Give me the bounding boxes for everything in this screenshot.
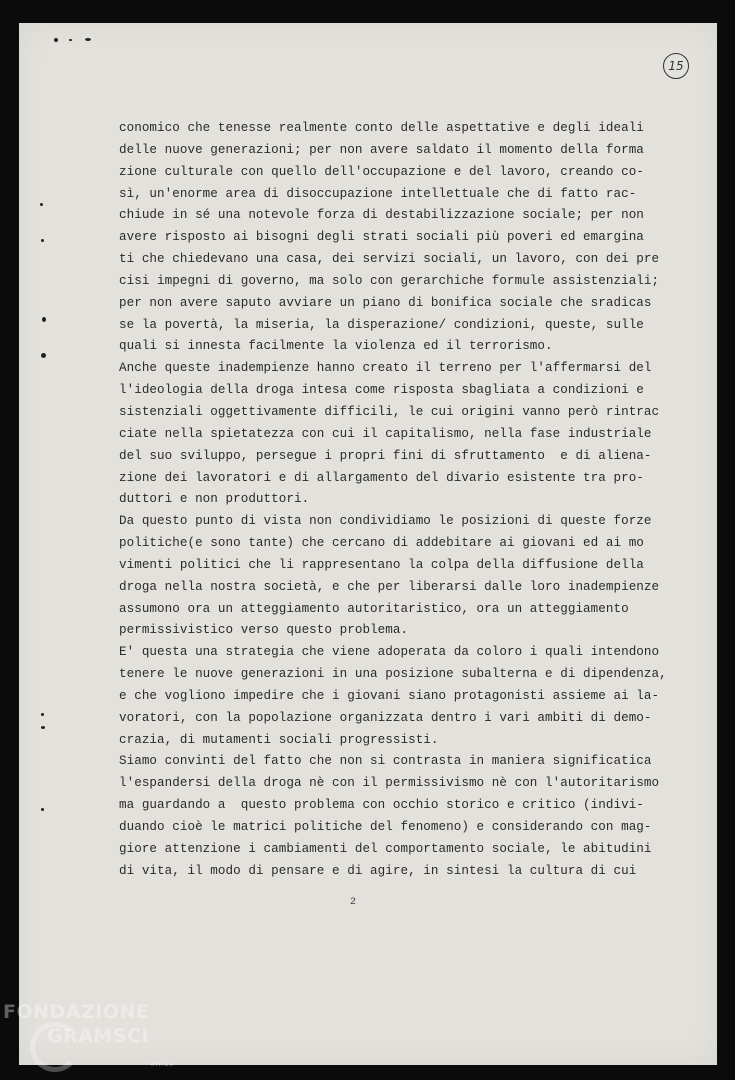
text-line: l'espandersi della droga nè con il permissivismo nè con l'autoritarismo: [119, 776, 660, 791]
text-line: l'ideologia della droga intesa come risposta sbagliata a condizioni e: [119, 383, 644, 398]
text-line: Siamo convinti del fatto che non si contrasta in maniera significatica: [119, 754, 652, 769]
page-number-circle: 15: [663, 53, 689, 79]
watermark-line2: GRAMSCI: [47, 1025, 150, 1047]
text-line: Da questo punto di vista non condividiamo le posizioni di queste forze: [119, 514, 652, 529]
text-line: zione culturale con quello dell'occupazione e del lavoro, creando co-: [119, 164, 644, 179]
text-line: sì, un'enorme area di disoccupazione intellettuale che di fatto rac-: [119, 186, 637, 201]
punch-mark: [54, 38, 58, 42]
archive-watermark: [3, 1000, 174, 1068]
text-line: e che vogliono impedire che i giovani siano protagonisti assieme ai la-: [119, 688, 660, 703]
punch-mark: [41, 726, 45, 729]
text-line: sistenziali oggettivamente difficili, le cui origini vanno però rintrac: [119, 404, 660, 419]
watermark-line3: onlus: [150, 1059, 174, 1068]
typewritten-text: [119, 118, 679, 883]
text-line: assumono ora un atteggiamento autoritaristico, ora un atteggiamento: [119, 601, 629, 616]
text-line: quali si innesta facilmente la violenza ed il terrorismo.: [119, 339, 553, 354]
text-line: se la povertà, la miseria, la disperazione/ condizioni, queste, sulle: [119, 317, 644, 332]
text-line: E' questa una strategia che viene adoperata da coloro i quali intendono: [119, 645, 660, 660]
text-line: del suo sviluppo, persegue i propri fini di sfruttamento e di aliena-: [119, 448, 652, 463]
punch-mark: [85, 38, 91, 41]
watermark-line1: FONDAZIONE: [3, 1001, 150, 1023]
text-line: cisi impegni di governo, ma solo con gerarchiche formule assistenziali;: [119, 273, 660, 288]
punch-mark: [41, 239, 44, 242]
text-line: permissivistico verso questo problema.: [119, 623, 409, 638]
text-line: ciate nella spietatezza con cui il capitalismo, nella fase industriale: [119, 426, 652, 441]
text-line: giore attenzione i cambiamenti del comportamento sociale, le abitudini: [119, 841, 652, 856]
text-line: duttori e non produttori.: [119, 492, 310, 507]
text-line: ti che chiedevano una casa, dei servizi sociali, un lavoro, con dei pre: [119, 252, 660, 267]
text-line: delle nuove generazioni; per non avere saldato il momento della forma: [119, 142, 644, 157]
text-line: tenere le nuove generazioni in una posizione subalterna e di dipendenza,: [119, 667, 667, 682]
punch-mark: [69, 39, 72, 41]
text-line: crazia, di mutamenti sociali progressisti.: [119, 732, 439, 747]
text-line: ma guardando a questo problema con occhio storico e critico (indivi-: [119, 798, 644, 813]
text-line: Anche queste inadempienze hanno creato il terreno per l'affermarsi del: [119, 361, 652, 376]
text-line: voratori, con la popolazione organizzata dentro i vari ambiti di demo-: [119, 710, 652, 725]
text-line: per non avere saputo avviare un piano di bonifica sociale che sradicas: [119, 295, 652, 310]
punch-mark: [42, 317, 46, 322]
text-line: chiude in sé una notevole forza di destabilizzazione sociale; per non: [119, 208, 644, 223]
text-line: droga nella nostra società, e che per liberarsi dalle loro inadempienze: [119, 579, 660, 594]
text-line: conomico che tenesse realmente conto delle aspettative e degli ideali: [119, 121, 644, 135]
footer-page-mark: 2: [350, 897, 357, 908]
punch-mark: [41, 808, 44, 811]
punch-mark: [40, 203, 43, 206]
text-line: zione dei lavoratori e di allargamento del divario esistente tra pro-: [119, 470, 644, 485]
text-line: di vita, il modo di pensare e di agire, in sintesi la cultura di cui: [119, 863, 637, 878]
text-line: politiche(e sono tante) che cercano di addebitare ai giovani ed ai mo: [119, 536, 644, 551]
punch-mark: [41, 353, 46, 358]
text-line: avere risposto ai bisogni degli strati sociali più poveri ed emargina: [119, 230, 644, 245]
text-line: vimenti politici che li rappresentano la colpa della diffusione della: [119, 557, 644, 572]
text-line: duando cioè le matrici politiche del fenomeno) e considerando con mag-: [119, 820, 652, 834]
punch-mark: [41, 713, 44, 716]
